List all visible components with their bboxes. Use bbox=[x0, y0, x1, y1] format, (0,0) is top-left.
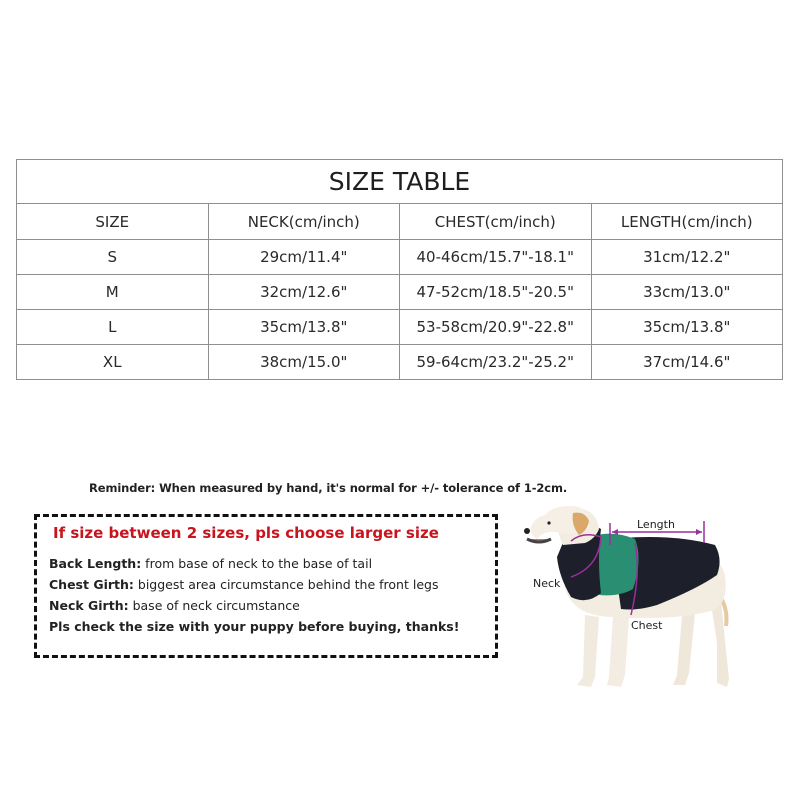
chest-label: Chest bbox=[631, 619, 663, 632]
neck-cell: 38cm/15.0" bbox=[208, 345, 400, 380]
length-cell: 31cm/12.2" bbox=[591, 240, 783, 275]
back-length-definition bbox=[49, 556, 372, 571]
length-label: Length bbox=[637, 518, 675, 531]
header-length: LENGTH(cm/inch) bbox=[591, 204, 783, 240]
tolerance-reminder: Reminder: When measured by hand, it's normal for +/- tolerance of 1-2cm. bbox=[89, 481, 568, 495]
table-row bbox=[17, 275, 783, 310]
neck-girth-text: base of neck circumstance bbox=[128, 598, 300, 613]
length-cell: 33cm/13.0" bbox=[591, 275, 783, 310]
length-cell: 35cm/13.8" bbox=[591, 310, 783, 345]
neck-girth-definition bbox=[49, 598, 300, 613]
size-table-header-row bbox=[17, 204, 783, 240]
table-row bbox=[17, 240, 783, 275]
choose-larger-size-heading: If size between 2 sizes, pls choose larger size bbox=[53, 524, 439, 542]
size-table bbox=[16, 159, 783, 380]
size-cell: L bbox=[17, 310, 209, 345]
chest-girth-text: biggest area circumstance behind the front legs bbox=[133, 577, 439, 592]
neck-cell: 29cm/11.4" bbox=[208, 240, 400, 275]
header-neck: NECK(cm/inch) bbox=[208, 204, 400, 240]
dog-in-vest-icon bbox=[515, 505, 745, 700]
chest-girth-definition bbox=[49, 577, 438, 592]
chest-cell: 40-46cm/15.7"-18.1" bbox=[400, 240, 592, 275]
size-cell: M bbox=[17, 275, 209, 310]
size-table-title: SIZE TABLE bbox=[17, 160, 783, 204]
header-chest: CHEST(cm/inch) bbox=[400, 204, 592, 240]
table-row bbox=[17, 345, 783, 380]
back-length-label: Back Length: bbox=[49, 556, 142, 571]
check-size-note: Pls check the size with your puppy before buying, thanks! bbox=[49, 619, 460, 634]
neck-girth-label: Neck Girth: bbox=[49, 598, 129, 613]
chest-cell: 53-58cm/20.9"-22.8" bbox=[400, 310, 592, 345]
neck-label: Neck bbox=[533, 577, 561, 590]
header-size: SIZE bbox=[17, 204, 209, 240]
table-row bbox=[17, 310, 783, 345]
size-cell: S bbox=[17, 240, 209, 275]
dog-measurement-illustration bbox=[515, 505, 745, 700]
back-length-text: from base of neck to the base of tail bbox=[141, 556, 373, 571]
chest-cell: 47-52cm/18.5"-20.5" bbox=[400, 275, 592, 310]
sizing-tips-box bbox=[34, 514, 498, 658]
neck-cell: 32cm/12.6" bbox=[208, 275, 400, 310]
size-cell: XL bbox=[17, 345, 209, 380]
chest-girth-label: Chest Girth: bbox=[49, 577, 134, 592]
length-cell: 37cm/14.6" bbox=[591, 345, 783, 380]
chest-cell: 59-64cm/23.2"-25.2" bbox=[400, 345, 592, 380]
neck-cell: 35cm/13.8" bbox=[208, 310, 400, 345]
